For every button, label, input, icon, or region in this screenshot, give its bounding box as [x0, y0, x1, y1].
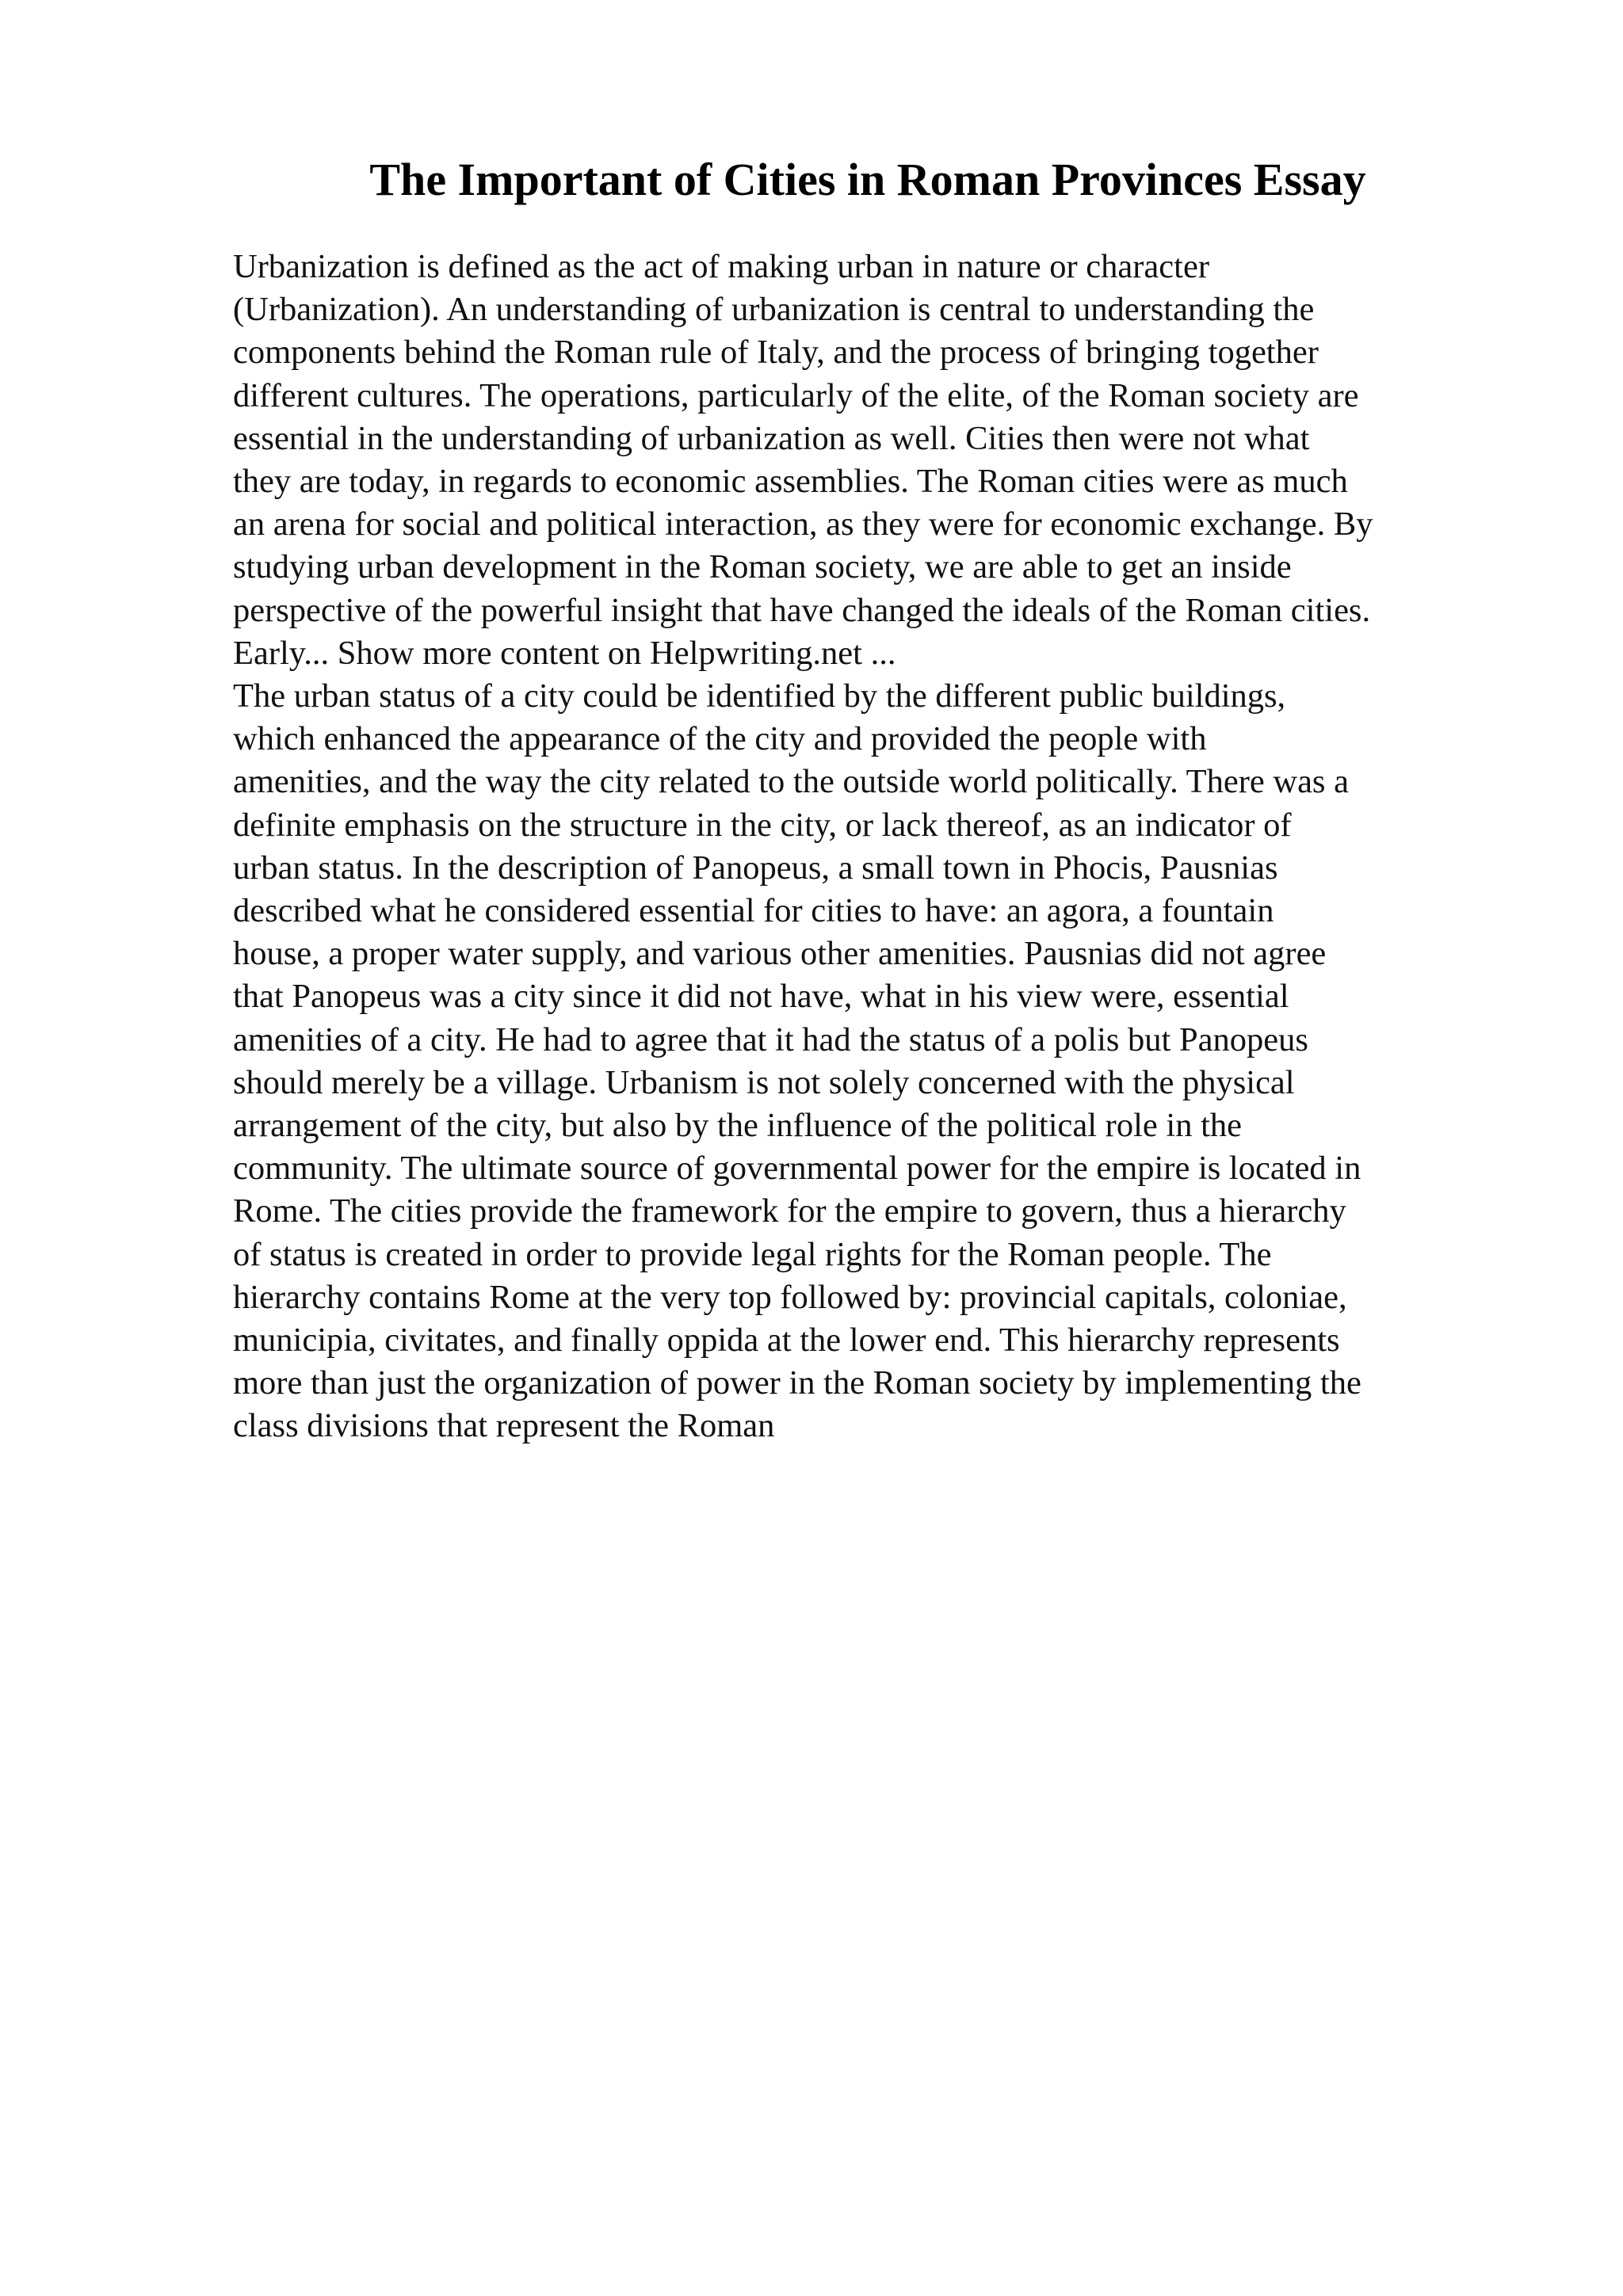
body-line: Urbanization is defined as the act of making urban in nature or character	[233, 248, 1209, 285]
body-line: which enhanced the appearance of the city and provided the people with	[233, 720, 1207, 758]
body-line: perspective of the powerful insight that have changed the ideals of the Roman cities.	[233, 591, 1371, 629]
body-line: of status is created in order to provide legal rights for the Roman people. The	[233, 1235, 1272, 1273]
body-line: they are today, in regards to economic assemblies. The Roman cities were as much	[233, 463, 1348, 501]
body-line: community. The ultimate source of governmental power for the empire is located in	[233, 1150, 1361, 1188]
body-line: essential in the understanding of urbanization as well. Cities then were not what	[233, 419, 1310, 457]
body-line: amenities of a city. He had to agree that it had the status of a polis but Panopeus	[233, 1020, 1308, 1058]
body-line: that Panopeus was a city since it did not have, what in his view were, essential	[233, 978, 1289, 1016]
body-line: studying urban development in the Roman society, we are able to get an inside	[233, 548, 1292, 586]
body-line: class divisions that represent the Roman	[233, 1407, 775, 1445]
body-line: The urban status of a city could be identified by the different public buildings,	[233, 677, 1286, 715]
body-line: hierarchy contains Rome at the very top followed by: provincial capitals, coloniae,	[233, 1278, 1347, 1316]
body-line: municipia, civitates, and finally oppida at the lower end. This hierarchy represents	[233, 1322, 1340, 1360]
document-body	[233, 246, 1541, 1448]
body-line: different cultures. The operations, particularly of the elite, of the Roman society are	[233, 376, 1359, 414]
body-line: definite emphasis on the structure in the city, or lack thereof, as an indicator of	[233, 806, 1292, 844]
body-line: an arena for social and political interaction, as they were for economic exchange. By	[233, 505, 1373, 543]
show-more-line: Early... Show more content on Helpwriting.net ...	[233, 634, 896, 672]
document-title: The Important of Cities in Roman Provinces Essay	[369, 154, 1366, 205]
body-line: should merely be a village. Urbanism is not solely concerned with the physical	[233, 1063, 1295, 1101]
body-line: more than just the organization of power in the Roman society by implementing the	[233, 1364, 1361, 1402]
body-line: described what he considered essential for cities to have: an agora, a fountain	[233, 892, 1274, 930]
body-line: Rome. The cities provide the framework for the empire to govern, thus a hierarchy	[233, 1192, 1346, 1230]
body-line: house, a proper water supply, and various other amenities. Pausnias did not agree	[233, 935, 1327, 973]
body-line: components behind the Roman rule of Italy, and the process of bringing together	[233, 334, 1319, 372]
body-line: arrangement of the city, but also by the influence of the political role in the	[233, 1107, 1242, 1145]
body-line: urban status. In the description of Panopeus, a small town in Phocis, Pausnias	[233, 849, 1278, 887]
body-line: amenities, and the way the city related to the outside world politically. There was a	[233, 763, 1349, 801]
body-line: (Urbanization). An understanding of urbanization is central to understanding the	[233, 291, 1315, 329]
